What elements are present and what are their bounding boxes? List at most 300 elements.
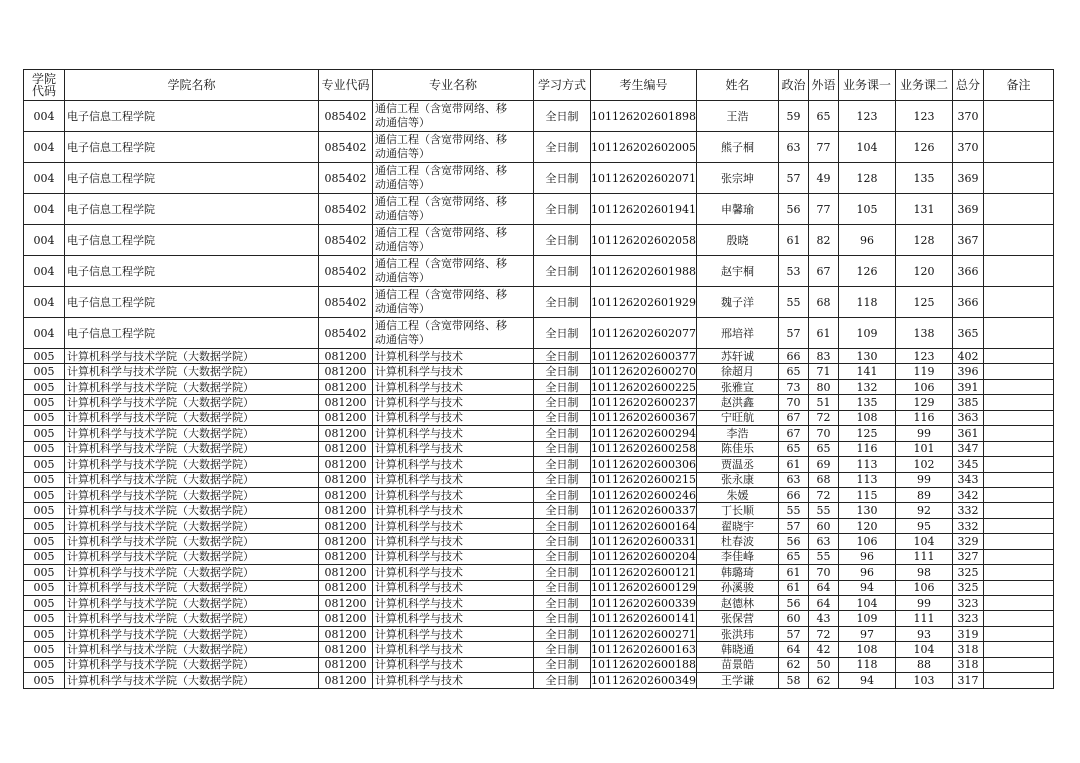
candidate-id-cell: 101126202600164 (591, 519, 696, 533)
major-name-line-2: 动通信等） (375, 147, 430, 160)
major-name-line-1: 通信工程（含宽带网络、移 (375, 226, 507, 239)
student-name-cell: 赵洪鑫 (697, 395, 779, 410)
subject-1-score-cell: 130 (839, 349, 896, 364)
language-score-cell: 68 (809, 287, 839, 318)
remarks-cell (984, 673, 1054, 688)
language-score-cell: 82 (809, 225, 839, 256)
table-row (24, 318, 1054, 349)
subject-2-score-cell: 93 (896, 626, 953, 641)
subject-1-score-cell: 120 (839, 518, 896, 533)
politics-score-cell: 59 (779, 101, 809, 132)
major-code-cell: 081200 (319, 410, 373, 425)
major-code-cell: 085402 (319, 132, 373, 163)
major-name-cell (373, 256, 534, 287)
remarks-cell (984, 626, 1054, 641)
major-name-cell: 计算机科学与技术 (373, 426, 534, 441)
major-code-cell: 081200 (319, 626, 373, 641)
header-row (24, 70, 1054, 101)
table-row (24, 426, 1054, 441)
header-candidate-id: 考生编号 (591, 70, 697, 101)
header-subject-1: 业务课一 (839, 70, 896, 101)
total-score-cell: 323 (953, 596, 984, 611)
table-row (24, 626, 1054, 641)
college-code-cell: 005 (24, 349, 65, 364)
study-mode-cell: 全日制 (534, 549, 591, 564)
candidate-id-cell: 101126202601929 (591, 287, 697, 318)
college-name-cell: 计算机科学与技术学院（大数据学院） (65, 657, 319, 672)
college-code-cell: 005 (24, 565, 65, 580)
total-score-cell: 317 (953, 673, 984, 688)
politics-score-cell: 53 (779, 256, 809, 287)
student-name-cell: 赵宇桐 (697, 256, 779, 287)
politics-score-cell: 56 (779, 534, 809, 549)
subject-2-score-cell: 123 (896, 349, 953, 364)
candidate-id-cell: 101126202600237 (591, 396, 696, 410)
subject-2-score-cell: 126 (896, 132, 953, 163)
college-name-cell: 计算机科学与技术学院（大数据学院） (65, 395, 319, 410)
major-name-cell: 计算机科学与技术 (373, 441, 534, 456)
college-name-cell: 电子信息工程学院 (65, 318, 319, 349)
table-row (24, 611, 1054, 626)
header-major-code: 专业代码 (319, 70, 373, 101)
college-name-cell: 计算机科学与技术学院（大数据学院） (65, 379, 319, 394)
candidate-id-cell: 101126202601988 (591, 256, 697, 287)
language-score-cell: 65 (809, 101, 839, 132)
remarks-cell (984, 379, 1054, 394)
subject-2-score-cell: 92 (896, 503, 953, 518)
subject-2-score-cell: 116 (896, 410, 953, 425)
major-code-cell: 081200 (319, 642, 373, 657)
politics-score-cell: 67 (779, 410, 809, 425)
remarks-cell (984, 132, 1054, 163)
politics-score-cell: 57 (779, 518, 809, 533)
politics-score-cell: 61 (779, 580, 809, 595)
language-score-cell: 67 (809, 256, 839, 287)
candidate-id-cell: 101126202600271 (591, 627, 696, 641)
table-row (24, 549, 1054, 564)
college-code-cell: 005 (24, 673, 65, 688)
study-mode-cell: 全日制 (534, 472, 591, 487)
subject-1-score-cell: 106 (839, 534, 896, 549)
subject-2-score-cell: 111 (896, 611, 953, 626)
college-name-cell: 计算机科学与技术学院（大数据学院） (65, 596, 319, 611)
table-row (24, 580, 1054, 595)
subject-2-score-cell: 95 (896, 518, 953, 533)
major-name-line-2: 动通信等） (375, 333, 430, 346)
student-name-cell: 丁长顺 (697, 503, 779, 518)
total-score-cell: 361 (953, 426, 984, 441)
subject-1-score-cell: 118 (839, 287, 896, 318)
table-row (24, 101, 1054, 132)
student-name-cell: 贾温丞 (697, 457, 779, 472)
subject-2-score-cell: 104 (896, 534, 953, 549)
politics-score-cell: 56 (779, 596, 809, 611)
table-row (24, 410, 1054, 425)
college-code-cell: 004 (24, 132, 65, 163)
remarks-cell (984, 395, 1054, 410)
major-code-cell: 081200 (319, 534, 373, 549)
study-mode-cell: 全日制 (534, 163, 591, 194)
major-name-cell (373, 318, 534, 349)
college-name-cell: 计算机科学与技术学院（大数据学院） (65, 349, 319, 364)
subject-2-score-cell: 99 (896, 426, 953, 441)
college-name-cell: 计算机科学与技术学院（大数据学院） (65, 580, 319, 595)
politics-score-cell: 65 (779, 549, 809, 564)
college-code-cell: 005 (24, 549, 65, 564)
total-score-cell: 332 (953, 518, 984, 533)
major-name-cell: 计算机科学与技术 (373, 565, 534, 580)
study-mode-cell: 全日制 (534, 318, 591, 349)
table-row (24, 225, 1054, 256)
major-name-cell (373, 194, 534, 225)
college-name-cell: 电子信息工程学院 (65, 256, 319, 287)
study-mode-cell: 全日制 (534, 395, 591, 410)
college-name-cell: 计算机科学与技术学院（大数据学院） (65, 565, 319, 580)
major-code-cell: 085402 (319, 163, 373, 194)
student-name-cell: 朱媛 (697, 487, 779, 502)
major-code-cell: 081200 (319, 596, 373, 611)
subject-2-score-cell: 98 (896, 565, 953, 580)
table-row (24, 518, 1054, 533)
study-mode-cell: 全日制 (534, 379, 591, 394)
language-score-cell: 50 (809, 657, 839, 672)
study-mode-cell: 全日制 (534, 534, 591, 549)
subject-2-score-cell: 102 (896, 457, 953, 472)
student-name-cell: 殷晓 (697, 225, 779, 256)
table-row (24, 503, 1054, 518)
table-row (24, 457, 1054, 472)
subject-2-score-cell: 99 (896, 472, 953, 487)
college-code-cell: 005 (24, 441, 65, 456)
subject-1-score-cell: 135 (839, 395, 896, 410)
total-score-cell: 396 (953, 364, 984, 379)
language-score-cell: 72 (809, 487, 839, 502)
subject-1-score-cell: 141 (839, 364, 896, 379)
candidate-id-cell: 101126202600337 (591, 504, 696, 518)
table-row (24, 349, 1054, 364)
total-score-cell: 369 (953, 194, 984, 225)
subject-1-score-cell: 132 (839, 379, 896, 394)
subject-1-score-cell: 125 (839, 426, 896, 441)
subject-1-score-cell: 96 (839, 565, 896, 580)
major-code-cell: 081200 (319, 673, 373, 688)
remarks-cell (984, 549, 1054, 564)
major-name-line-1: 通信工程（含宽带网络、移 (375, 319, 507, 332)
total-score-cell: 319 (953, 626, 984, 641)
politics-score-cell: 66 (779, 487, 809, 502)
language-score-cell: 65 (809, 441, 839, 456)
subject-2-score-cell: 119 (896, 364, 953, 379)
study-mode-cell: 全日制 (534, 256, 591, 287)
student-name-cell: 韩晓通 (697, 642, 779, 657)
subject-2-score-cell: 128 (896, 225, 953, 256)
major-code-cell: 081200 (319, 549, 373, 564)
language-score-cell: 43 (809, 611, 839, 626)
major-name-cell: 计算机科学与技术 (373, 626, 534, 641)
subject-2-score-cell: 120 (896, 256, 953, 287)
major-name-cell: 计算机科学与技术 (373, 580, 534, 595)
major-code-cell: 085402 (319, 225, 373, 256)
politics-score-cell: 73 (779, 379, 809, 394)
college-code-cell: 005 (24, 395, 65, 410)
total-score-cell: 367 (953, 225, 984, 256)
language-score-cell: 77 (809, 194, 839, 225)
subject-1-score-cell: 109 (839, 318, 896, 349)
student-name-cell: 张保营 (697, 611, 779, 626)
subject-1-score-cell: 128 (839, 163, 896, 194)
major-name-cell: 计算机科学与技术 (373, 673, 534, 688)
subject-1-score-cell: 116 (839, 441, 896, 456)
table-row (24, 596, 1054, 611)
student-name-cell: 陈佳乐 (697, 441, 779, 456)
major-name-cell: 计算机科学与技术 (373, 349, 534, 364)
remarks-cell (984, 518, 1054, 533)
subject-1-score-cell: 118 (839, 657, 896, 672)
major-code-cell: 081200 (319, 379, 373, 394)
remarks-cell (984, 410, 1054, 425)
candidate-id-cell: 101126202601941 (591, 194, 697, 225)
student-name-cell: 张雅宣 (697, 379, 779, 394)
politics-score-cell: 64 (779, 642, 809, 657)
major-code-cell: 081200 (319, 487, 373, 502)
subject-1-score-cell: 113 (839, 472, 896, 487)
remarks-cell (984, 349, 1054, 364)
study-mode-cell: 全日制 (534, 580, 591, 595)
total-score-cell: 385 (953, 395, 984, 410)
college-code-cell: 005 (24, 364, 65, 379)
total-score-cell: 332 (953, 503, 984, 518)
major-name-cell: 计算机科学与技术 (373, 549, 534, 564)
major-name-cell: 计算机科学与技术 (373, 487, 534, 502)
study-mode-cell: 全日制 (534, 503, 591, 518)
remarks-cell (984, 426, 1054, 441)
table-row (24, 472, 1054, 487)
language-score-cell: 64 (809, 580, 839, 595)
college-code-cell: 004 (24, 318, 65, 349)
remarks-cell (984, 287, 1054, 318)
subject-2-score-cell: 123 (896, 101, 953, 132)
candidate-id-cell: 101126202600225 (591, 380, 696, 394)
politics-score-cell: 55 (779, 287, 809, 318)
subject-2-score-cell: 99 (896, 596, 953, 611)
college-name-cell: 电子信息工程学院 (65, 101, 319, 132)
major-code-cell: 081200 (319, 441, 373, 456)
major-name-line-2: 动通信等） (375, 209, 430, 222)
major-name-cell: 计算机科学与技术 (373, 596, 534, 611)
subject-1-score-cell: 104 (839, 596, 896, 611)
total-score-cell: 325 (953, 565, 984, 580)
politics-score-cell: 61 (779, 225, 809, 256)
subject-2-score-cell: 106 (896, 379, 953, 394)
major-name-cell (373, 132, 534, 163)
major-name-line-2: 动通信等） (375, 302, 430, 315)
college-code-cell: 004 (24, 256, 65, 287)
college-code-cell: 005 (24, 580, 65, 595)
study-mode-cell: 全日制 (534, 426, 591, 441)
study-mode-cell: 全日制 (534, 565, 591, 580)
major-code-cell: 085402 (319, 287, 373, 318)
major-code-cell: 081200 (319, 518, 373, 533)
subject-1-score-cell: 94 (839, 673, 896, 688)
major-code-cell: 085402 (319, 194, 373, 225)
table-row (24, 657, 1054, 672)
subject-2-score-cell: 138 (896, 318, 953, 349)
header-college-code: 学院 代码 (24, 70, 65, 101)
college-name-cell: 计算机科学与技术学院（大数据学院） (65, 503, 319, 518)
remarks-cell (984, 457, 1054, 472)
table-row (24, 132, 1054, 163)
remarks-cell (984, 101, 1054, 132)
college-code-cell: 004 (24, 163, 65, 194)
student-name-cell: 苏轩诚 (697, 349, 779, 364)
student-name-cell: 熊子桐 (697, 132, 779, 163)
total-score-cell: 347 (953, 441, 984, 456)
study-mode-cell: 全日制 (534, 349, 591, 364)
language-score-cell: 55 (809, 503, 839, 518)
subject-2-score-cell: 88 (896, 657, 953, 672)
politics-score-cell: 63 (779, 132, 809, 163)
candidate-id-cell: 101126202600215 (591, 473, 696, 487)
total-score-cell: 327 (953, 549, 984, 564)
college-code-cell: 005 (24, 642, 65, 657)
college-name-cell: 电子信息工程学院 (65, 194, 319, 225)
subject-1-score-cell: 108 (839, 642, 896, 657)
major-name-cell: 计算机科学与技术 (373, 457, 534, 472)
major-name-line-2: 动通信等） (375, 178, 430, 191)
remarks-cell (984, 472, 1054, 487)
college-name-cell: 电子信息工程学院 (65, 287, 319, 318)
college-name-cell: 电子信息工程学院 (65, 225, 319, 256)
major-name-line-1: 通信工程（含宽带网络、移 (375, 102, 507, 115)
header-major-name: 专业名称 (373, 70, 534, 101)
candidate-id-cell: 101126202600188 (591, 658, 696, 672)
college-name-cell: 计算机科学与技术学院（大数据学院） (65, 441, 319, 456)
major-code-cell: 081200 (319, 611, 373, 626)
candidate-id-cell: 101126202600306 (591, 457, 696, 471)
header-study-mode: 学习方式 (534, 70, 591, 101)
college-code-cell: 005 (24, 503, 65, 518)
remarks-cell (984, 580, 1054, 595)
table-row (24, 487, 1054, 502)
total-score-cell: 343 (953, 472, 984, 487)
candidate-id-cell: 101126202600377 (591, 349, 696, 363)
table-row (24, 673, 1054, 688)
politics-score-cell: 55 (779, 503, 809, 518)
subject-1-score-cell: 115 (839, 487, 896, 502)
language-score-cell: 72 (809, 626, 839, 641)
major-code-cell: 085402 (319, 318, 373, 349)
language-score-cell: 55 (809, 549, 839, 564)
subject-1-score-cell: 94 (839, 580, 896, 595)
total-score-cell: 323 (953, 611, 984, 626)
major-name-cell (373, 101, 534, 132)
candidate-id-cell: 101126202600129 (591, 581, 696, 595)
major-name-line-2: 动通信等） (375, 116, 430, 129)
college-code-cell: 005 (24, 379, 65, 394)
table-row (24, 441, 1054, 456)
subject-1-score-cell: 113 (839, 457, 896, 472)
language-score-cell: 60 (809, 518, 839, 533)
language-score-cell: 70 (809, 565, 839, 580)
study-mode-cell: 全日制 (534, 611, 591, 626)
major-name-cell: 计算机科学与技术 (373, 657, 534, 672)
major-name-line-2: 动通信等） (375, 240, 430, 253)
college-code-cell: 005 (24, 457, 65, 472)
candidate-id-cell: 101126202600141 (591, 612, 696, 626)
remarks-cell (984, 503, 1054, 518)
header-language: 外语 (809, 70, 839, 101)
politics-score-cell: 61 (779, 565, 809, 580)
major-code-cell: 081200 (319, 457, 373, 472)
subject-2-score-cell: 101 (896, 441, 953, 456)
remarks-cell (984, 657, 1054, 672)
subject-2-score-cell: 125 (896, 287, 953, 318)
total-score-cell: 342 (953, 487, 984, 502)
language-score-cell: 62 (809, 673, 839, 688)
major-name-cell: 计算机科学与技术 (373, 472, 534, 487)
college-name-cell: 计算机科学与技术学院（大数据学院） (65, 518, 319, 533)
header-college-name: 学院名称 (65, 70, 319, 101)
politics-score-cell: 66 (779, 349, 809, 364)
total-score-cell: 370 (953, 101, 984, 132)
language-score-cell: 68 (809, 472, 839, 487)
subject-1-score-cell: 97 (839, 626, 896, 641)
major-code-cell: 081200 (319, 657, 373, 672)
total-score-cell: 365 (953, 318, 984, 349)
candidate-id-cell: 101126202600258 (591, 442, 696, 456)
remarks-cell (984, 225, 1054, 256)
college-name-cell: 计算机科学与技术学院（大数据学院） (65, 534, 319, 549)
college-code-cell: 004 (24, 287, 65, 318)
major-code-cell: 081200 (319, 565, 373, 580)
college-name-cell: 计算机科学与技术学院（大数据学院） (65, 426, 319, 441)
student-name-cell: 孙溪骏 (697, 580, 779, 595)
study-mode-cell: 全日制 (534, 132, 591, 163)
college-name-cell: 电子信息工程学院 (65, 132, 319, 163)
major-name-line-1: 通信工程（含宽带网络、移 (375, 133, 507, 146)
candidate-id-cell: 101126202600339 (591, 596, 696, 610)
subject-1-score-cell: 126 (839, 256, 896, 287)
header-name: 姓名 (697, 70, 779, 101)
remarks-cell (984, 194, 1054, 225)
language-score-cell: 61 (809, 318, 839, 349)
major-code-cell: 081200 (319, 426, 373, 441)
total-score-cell: 363 (953, 410, 984, 425)
politics-score-cell: 58 (779, 673, 809, 688)
student-name-cell: 张永康 (697, 472, 779, 487)
college-code-cell: 005 (24, 596, 65, 611)
language-score-cell: 49 (809, 163, 839, 194)
candidate-id-cell: 101126202600270 (591, 365, 696, 379)
header-remarks: 备注 (984, 70, 1054, 101)
remarks-cell (984, 534, 1054, 549)
college-name-cell: 计算机科学与技术学院（大数据学院） (65, 364, 319, 379)
study-mode-cell: 全日制 (534, 518, 591, 533)
table-row (24, 256, 1054, 287)
total-score-cell: 366 (953, 256, 984, 287)
subject-1-score-cell: 96 (839, 225, 896, 256)
subject-1-score-cell: 123 (839, 101, 896, 132)
college-name-cell: 计算机科学与技术学院（大数据学院） (65, 626, 319, 641)
subject-2-score-cell: 106 (896, 580, 953, 595)
study-mode-cell: 全日制 (534, 673, 591, 688)
subject-1-score-cell: 105 (839, 194, 896, 225)
major-name-cell: 计算机科学与技术 (373, 364, 534, 379)
study-mode-cell: 全日制 (534, 626, 591, 641)
candidate-id-cell: 101126202602058 (591, 225, 697, 256)
major-name-cell: 计算机科学与技术 (373, 503, 534, 518)
remarks-cell (984, 441, 1054, 456)
